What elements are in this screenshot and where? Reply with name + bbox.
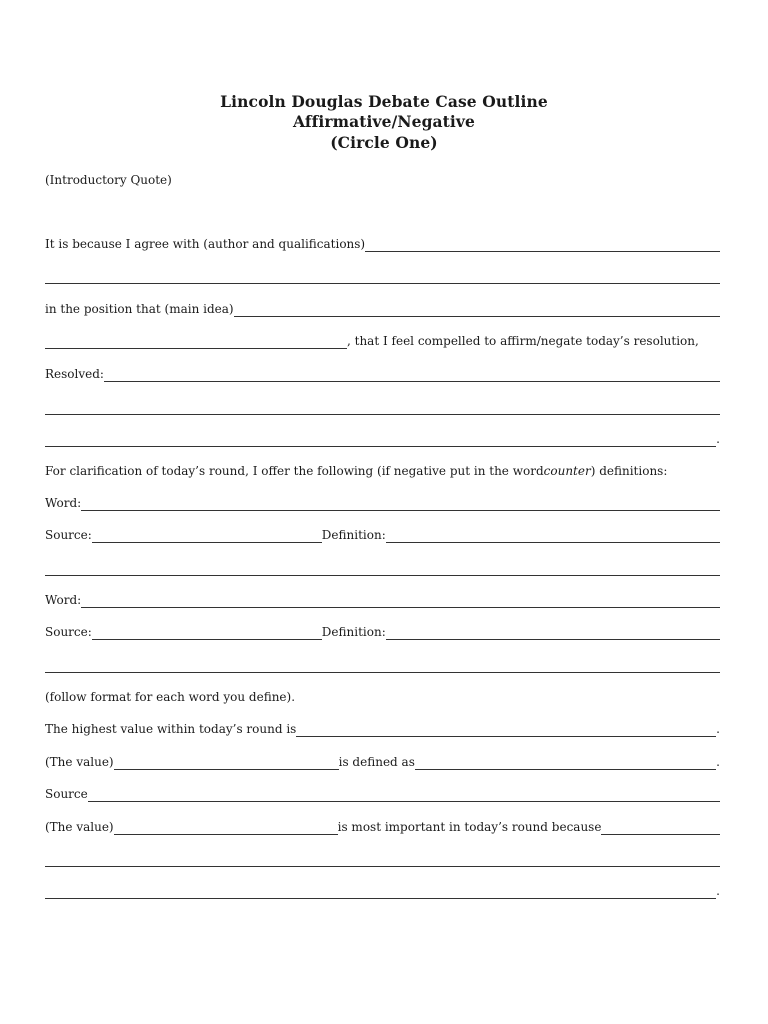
affirm-negate-line: , that I feel compelled to affirm/negate today’s resolution, [45,331,720,349]
importance-blank[interactable] [601,820,720,835]
main-idea-line: in the position that (main idea) [45,299,720,317]
definition-continuation-blank-2[interactable] [45,658,720,673]
value-defined-line: (The value) is defined as . [45,755,720,769]
resolved-line: Resolved: [45,364,720,382]
author-line: It is because I agree with (author and qualifications) [45,234,720,252]
main-idea-continuation-blank[interactable] [45,334,347,349]
definition-continuation-line-1 [45,558,720,576]
definition-continuation-blank-1[interactable] [45,561,720,576]
circle-one-instruction: (Circle One) [330,133,438,152]
importance-end-line: . [45,881,720,899]
resolution-continuation-blank[interactable] [45,400,720,415]
word-blank-2[interactable] [81,593,720,608]
highest-value-blank[interactable] [296,722,716,737]
document-subtitle: Affirmative/Negative [293,112,475,131]
value-name-blank-2[interactable] [114,820,338,835]
author-blank[interactable] [365,237,720,252]
author-continuation-line [45,266,720,284]
resolution-end-line: . [45,429,720,447]
introductory-quote-label: (Introductory Quote) [45,173,172,187]
highest-value-line: The highest value within today’s round is . [45,722,720,736]
word-line-2: Word: [45,590,720,608]
source-blank-1[interactable] [92,528,322,543]
clarification-line: For clarification of today’s round, I offer the following (if negative put in the word counter ) definitions: [45,464,668,478]
document-title: Lincoln Douglas Debate Case Outline [220,92,548,111]
follow-format-note: (follow format for each word you define). [45,690,296,704]
value-definition-blank[interactable] [415,755,716,770]
value-source-line: Source [45,784,720,802]
resolution-blank[interactable] [104,367,720,382]
word-line-1: Word: [45,493,720,511]
source-definition-line-2: Source: Definition: [45,622,720,640]
source-definition-line-1: Source: Definition: [45,525,720,543]
importance-end-blank[interactable] [45,884,716,899]
resolution-end-blank[interactable] [45,432,716,447]
definition-continuation-line-2 [45,655,720,673]
value-name-blank[interactable] [114,755,339,770]
definition-blank-1[interactable] [386,528,720,543]
word-blank-1[interactable] [81,496,720,511]
importance-continuation-line [45,849,720,867]
author-continuation-blank[interactable] [45,269,720,284]
definition-blank-2[interactable] [386,625,720,640]
source-blank-2[interactable] [92,625,322,640]
value-importance-line: (The value) is most important in today’s round because [45,817,720,835]
main-idea-blank[interactable] [234,302,720,317]
importance-continuation-blank[interactable] [45,852,720,867]
value-source-blank[interactable] [88,787,720,802]
resolution-continuation-line [45,397,720,415]
